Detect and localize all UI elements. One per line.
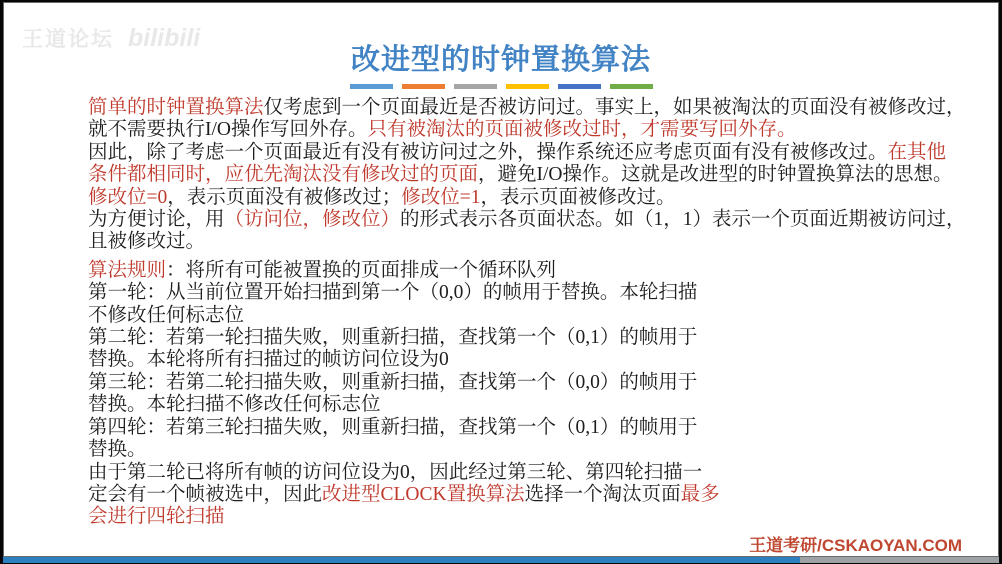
text-run: 就不需要执行I/O操作写回外存。 <box>88 119 368 141</box>
text-run: 替换。本轮将所有扫描过的帧访问位设为0 <box>88 349 449 371</box>
text-run: 的形式表示各页面状态。如（1，1）表示一个页面近期被访问过， <box>400 209 966 231</box>
underline-dash <box>350 84 393 89</box>
text-run: ，表示页面没有被修改过； <box>167 186 402 208</box>
underline-dash <box>454 84 497 89</box>
body-text <box>88 97 966 529</box>
text-run: 修改位=1 <box>401 186 481 208</box>
underline-dash <box>506 84 549 89</box>
text-run: 选择一个淘汰页面 <box>524 483 681 505</box>
text-run: 第二轮：若第一轮扫描失败，则重新扫描，查找第一个（0,1）的帧用于 <box>88 327 698 349</box>
text-run: 会进行四轮扫描 <box>88 506 225 528</box>
text-line <box>88 484 966 506</box>
text-run: 为方便讨论，用 <box>88 209 225 231</box>
underline-dash <box>558 84 601 89</box>
text-run: ：将所有可能被置换的页面排成一个循环队列 <box>166 259 557 281</box>
title-underline <box>4 84 998 89</box>
text-run: 算法规则 <box>88 259 167 281</box>
text-line <box>88 372 966 394</box>
text-line <box>88 209 966 231</box>
text-run: 在其他 <box>887 141 947 163</box>
text-run: ，避免I/O操作。这就是改进型的时钟置换算法的思想。 <box>478 164 953 186</box>
text-run: 改进型CLOCK置换算法 <box>322 483 525 505</box>
text-run: 且被修改过。 <box>88 231 206 253</box>
text-line <box>88 506 966 528</box>
text-run: 第三轮：若第二轮扫描失败，则重新扫描，查找第一个（0,0）的帧用于 <box>88 371 698 393</box>
text-line <box>88 349 966 371</box>
text-run: 不修改任何标志位 <box>88 304 245 326</box>
footer-brand: 王道考研/CSKAOYAN.COM <box>749 536 962 555</box>
text-line <box>88 142 966 164</box>
text-line <box>88 282 966 304</box>
page-title: 改进型的时钟置换算法 <box>350 44 651 76</box>
text-line <box>88 305 966 327</box>
text-run: ，表示页面被修改过。 <box>480 186 676 208</box>
text-line <box>88 164 966 186</box>
text-line <box>88 119 966 141</box>
text-run: 简单的时钟置换算法 <box>88 97 264 118</box>
text-line <box>88 394 966 416</box>
text-run: 替换。本轮扫描不修改任何标志位 <box>88 394 381 416</box>
text-line <box>88 187 966 209</box>
text-line <box>88 260 966 282</box>
text-run: 只有被淘汰的页面被修改过时，才需要写回外存。 <box>367 119 797 141</box>
text-line <box>88 439 966 461</box>
underline-dash <box>402 84 445 89</box>
bilibili-logo: bilibili <box>128 24 201 52</box>
title-block <box>4 37 998 89</box>
text-run: 条件都相同时，应优先淘汰没有修改过的页面 <box>88 164 479 186</box>
underline-dash <box>610 84 653 89</box>
text-line <box>88 231 966 253</box>
text-run: 因此，除了考虑一个页面最近有没有被访问过之外，操作系统还应考虑页面有没有被修改过。 <box>88 141 888 163</box>
text-line <box>88 327 966 349</box>
text-run: 定会有一个帧被选中，因此 <box>88 483 323 505</box>
text-line <box>88 462 966 484</box>
text-run: 仅考虑到一个页面最近是否被访问过。事实上，如果被淘汰的页面没有被修改过， <box>263 97 966 118</box>
video-progress-bar[interactable] <box>3 557 999 563</box>
progress-played <box>3 557 800 563</box>
text-line <box>88 417 966 439</box>
text-run: （访问位，修改位） <box>224 209 401 231</box>
watermark-text: 王道论坛 <box>22 28 114 51</box>
text-run: 由于第二轮已将所有帧的访问位设为0，因此经过第三轮、第四轮扫描一 <box>88 461 703 483</box>
text-run: 修改位=0 <box>88 186 168 208</box>
text-line <box>88 97 966 119</box>
text-run: 第四轮：若第三轮扫描失败，则重新扫描，查找第一个（0,1）的帧用于 <box>88 416 698 438</box>
text-run: 替换。 <box>88 439 147 461</box>
text-run: 第一轮：从当前位置开始扫描到第一个（0,0）的帧用于替换。本轮扫描 <box>88 282 698 304</box>
text-run: 最多 <box>680 483 720 505</box>
slide <box>3 2 999 557</box>
